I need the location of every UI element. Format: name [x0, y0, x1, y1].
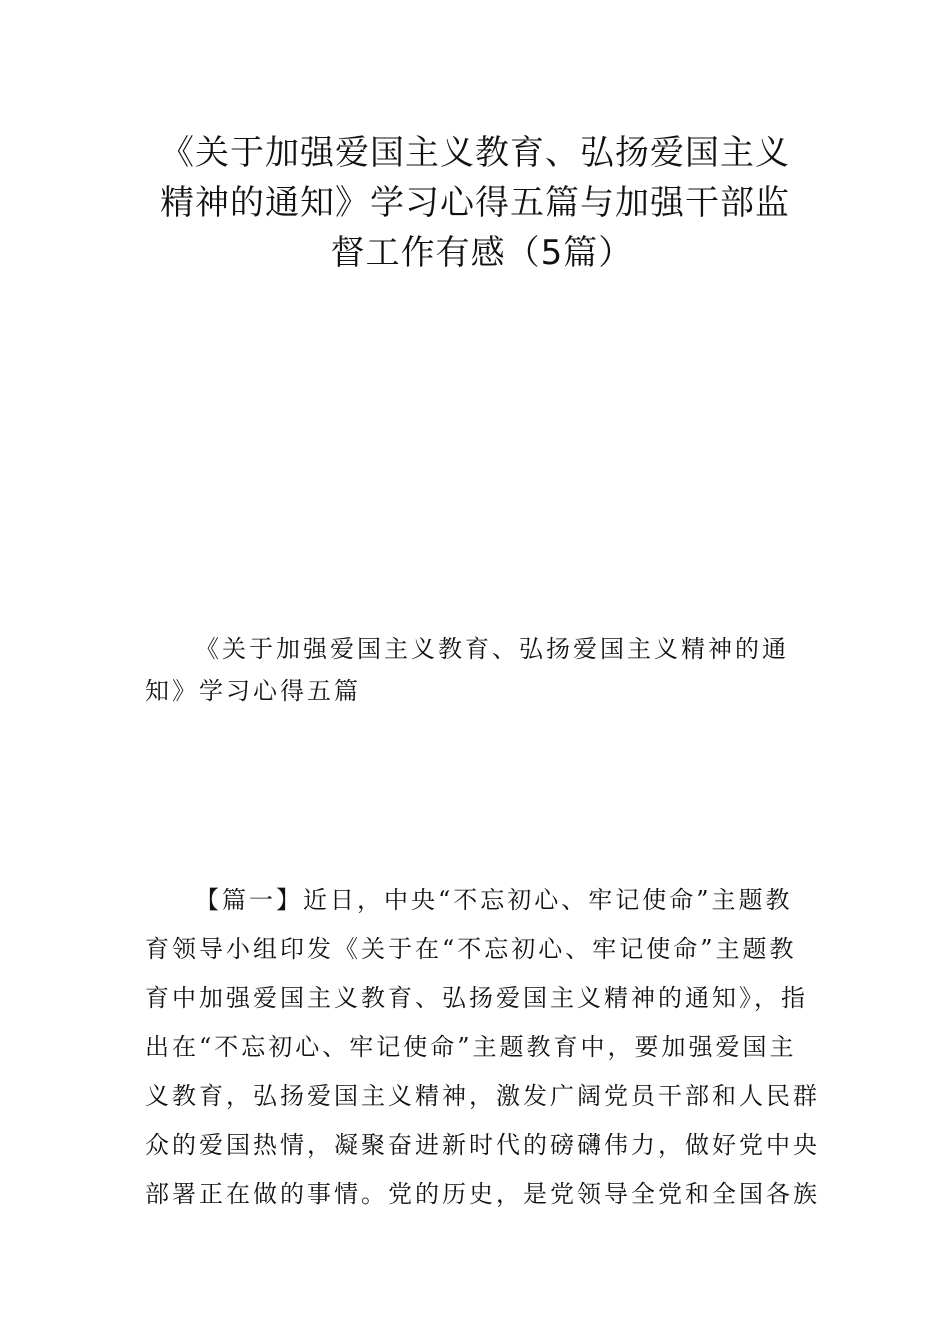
- paragraph-line: 【篇一】近日，中央“不忘初心、牢记使命”主题教: [195, 886, 793, 914]
- paragraph-line: 义教育，弘扬爱国主义精神，激发广阔党员干部和人民群: [145, 1082, 820, 1110]
- title-line: 《关于加强爱国主义教育、弘扬爱国主义: [160, 133, 790, 173]
- title-line: 精神的通知》学习心得五篇与加强干部监: [160, 183, 790, 223]
- section-heading-line: 《关于加强爱国主义教育、弘扬爱国主义精神的通: [195, 635, 789, 663]
- title-line: 督工作有感（5篇）: [330, 233, 634, 273]
- paragraph-line: 育领导小组印发《关于在“不忘初心、牢记使命”主题教: [145, 935, 797, 963]
- paragraph-line: 出在“不忘初心、牢记使命”主题教育中，要加强爱国主: [145, 1033, 797, 1061]
- body-paragraph: [145, 876, 820, 1219]
- paragraph-line: 育中加强爱国主义教育、弘扬爱国主义精神的通知》，指: [145, 984, 808, 1012]
- section-heading: [145, 628, 810, 712]
- document-title: [130, 128, 820, 278]
- paragraph-line: 众的爱国热情，凝聚奋进新时代的磅礴伟力，做好党中央: [145, 1131, 820, 1159]
- section-heading-line: 知》学习心得五篇: [145, 677, 361, 705]
- paragraph-line: 部署正在做的事情。党的历史，是党领导全党和全国各族: [145, 1180, 820, 1208]
